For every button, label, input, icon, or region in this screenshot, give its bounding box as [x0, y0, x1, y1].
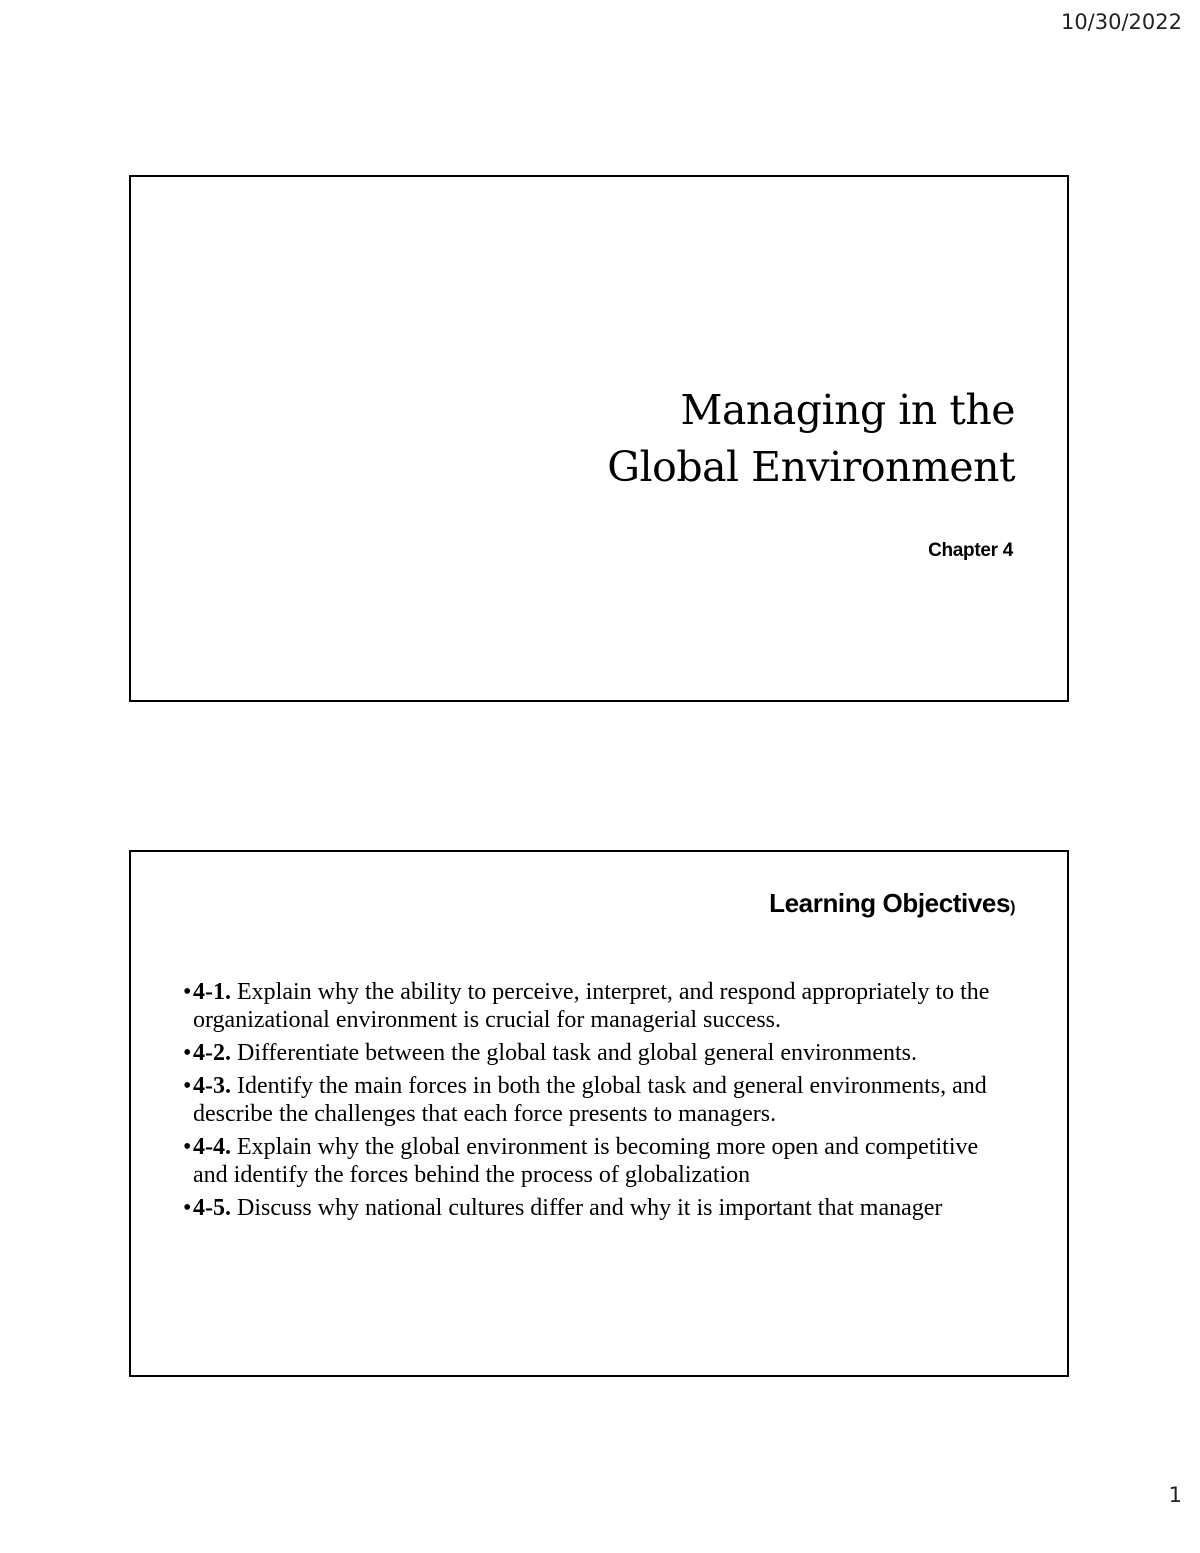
objective-number: 4-5.: [193, 1195, 231, 1221]
objective-number: 4-1.: [193, 979, 231, 1005]
objectives-heading-text: Learning Objectives: [769, 888, 1011, 918]
slide-subtitle: Chapter 4: [928, 540, 1013, 561]
objective-text: Discuss why national cultures differ and why it is important that manager: [237, 1195, 943, 1221]
title-slide: [129, 175, 1069, 702]
objective-text: Explain why the global environment is becoming more open and competitive and identify the forces behind the process of globalization: [193, 1134, 979, 1188]
objective-item: [183, 1194, 1013, 1222]
objective-number: 4-3.: [193, 1073, 231, 1099]
objective-text: Differentiate between the global task and global general environments.: [237, 1040, 917, 1066]
bullet-icon: •: [183, 979, 192, 1005]
page-number: 1: [1168, 1483, 1182, 1507]
objective-item: [183, 978, 1013, 1034]
objectives-slide: [129, 850, 1069, 1377]
objectives-heading: [769, 888, 1015, 919]
bullet-icon: •: [183, 1040, 192, 1066]
objectives-heading-suffix: ): [1010, 899, 1015, 916]
objective-item: [183, 1133, 1013, 1189]
objective-text: Identify the main forces in both the global task and general environments, and describe the challenges that each force presents to managers.: [193, 1073, 987, 1127]
slide-title-line-2: Global Environment: [607, 443, 1015, 491]
slide-title: [607, 382, 1015, 496]
bullet-icon: •: [183, 1195, 192, 1221]
objectives-list: [183, 978, 1013, 1227]
objective-number: 4-4.: [193, 1134, 231, 1160]
slide-title-line-1: Managing in the: [680, 386, 1015, 434]
objective-number: 4-2.: [193, 1040, 231, 1066]
objective-text: Explain why the ability to perceive, interpret, and respond appropriately to the organizational environment is crucial for managerial success.: [193, 979, 990, 1033]
page-date: 10/30/2022: [1060, 10, 1182, 34]
bullet-icon: •: [183, 1134, 192, 1160]
objective-item: [183, 1039, 1013, 1067]
bullet-icon: •: [183, 1073, 192, 1099]
objective-item: [183, 1072, 1013, 1128]
